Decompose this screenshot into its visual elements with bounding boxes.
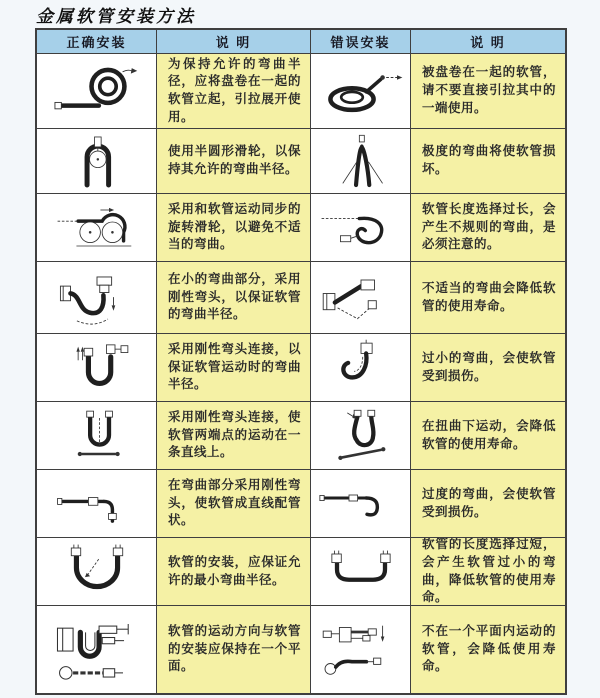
- table-row: [37, 537, 565, 605]
- hose-over-semicircular-pulley-icon: [45, 132, 149, 190]
- description-text: 在扭曲下运动，会降低软管的使用寿命。: [422, 418, 556, 451]
- wrong-description-cell: [410, 469, 565, 537]
- description-text: 采用刚性弯头连接，以保证软管运动时的弯曲半径。: [168, 341, 301, 392]
- table-row: [37, 193, 565, 261]
- description-text: 过度的弯曲，会使软管受到损伤。: [422, 486, 556, 519]
- wrong-description-cell: [410, 605, 565, 693]
- u-hose-rigid-elbow-joints-icon: [45, 338, 149, 398]
- correct-illustration-cell: [37, 53, 156, 128]
- table-row: [37, 401, 565, 469]
- correct-description-cell: [156, 469, 310, 537]
- straight-piping-rigid-elbow-icon: [45, 474, 149, 534]
- description-text: 极度的弯曲将使软管损坏。: [422, 144, 556, 176]
- table-row: [37, 469, 565, 537]
- correct-illustration-cell: [37, 605, 156, 693]
- wrong-description-cell: [410, 537, 565, 605]
- description-text: 不适当的弯曲会降低软管的使用寿命。: [422, 280, 556, 313]
- correct-illustration-cell: [37, 537, 156, 605]
- table-row: [37, 128, 565, 193]
- wrong-description-cell: [410, 333, 565, 401]
- description-text: 为保持允许的弯曲半径，应将盘卷在一起的软管立起，引拉展开使用。: [168, 56, 301, 124]
- synchronized-rotating-pulleys-icon: [45, 198, 149, 258]
- correct-illustration-cell: [37, 128, 156, 193]
- wrong-description-cell: [410, 261, 565, 333]
- wrong-illustration-cell: [310, 333, 410, 401]
- sharply-folded-hose-icon: [316, 132, 406, 190]
- standing-coil-hose-icon: [45, 59, 149, 123]
- table-row: [37, 333, 565, 401]
- table-header-row: [37, 30, 565, 53]
- description-text: 过小的弯曲，会使软管受到损伤。: [422, 350, 556, 383]
- wrong-illustration-cell: [310, 193, 410, 261]
- overbent-pipe-end-icon: [316, 474, 406, 534]
- header-description-right: 说 明: [410, 30, 565, 53]
- wide-u-minimum-bend-radius-icon: [45, 542, 149, 602]
- too-small-bend-hook-icon: [316, 338, 406, 398]
- correct-description-cell: [156, 605, 310, 693]
- correct-description-cell: [156, 53, 310, 128]
- header-correct-installation: 正确安装: [37, 30, 156, 53]
- twisted-u-hose-icon: [316, 406, 406, 466]
- description-text: 采用刚性弯头连接，使软管两端点的运动在一条直线上。: [168, 409, 301, 460]
- wrong-description-cell: [410, 53, 565, 128]
- wrong-illustration-cell: [310, 128, 410, 193]
- wrong-description-cell: [410, 401, 565, 469]
- table-row: [37, 53, 565, 128]
- description-text: 软管的运动方向与软管的安装应保持在一个平面。: [168, 623, 301, 674]
- wrong-illustration-cell: [310, 605, 410, 693]
- correct-illustration-cell: [37, 469, 156, 537]
- wrong-illustration-cell: [310, 469, 410, 537]
- flat-coil-hose-pulled-icon: [316, 59, 406, 123]
- correct-illustration-cell: [37, 333, 156, 401]
- correct-description-cell: [156, 537, 310, 605]
- header-description-left: 说 明: [156, 30, 310, 53]
- same-plane-hose-routing-icon: [45, 611, 149, 689]
- out-of-plane-hose-routing-icon: [316, 611, 406, 689]
- irregular-loop-hose-icon: [316, 198, 406, 258]
- description-text: 采用和软管运动同步的旋转滑轮，以避免不适当的弯曲。: [168, 201, 301, 252]
- wrong-illustration-cell: [310, 261, 410, 333]
- correct-illustration-cell: [37, 193, 156, 261]
- wrong-illustration-cell: [310, 537, 410, 605]
- description-text: 在小的弯曲部分，采用刚性弯头，以保证软管的弯曲半径。: [168, 271, 301, 322]
- correct-description-cell: [156, 333, 310, 401]
- table-row: [37, 605, 565, 693]
- header-wrong-installation: 错误安装: [310, 30, 410, 53]
- correct-description-cell: [156, 401, 310, 469]
- rigid-elbow-small-bend-icon: [45, 266, 149, 330]
- wrong-description-cell: [410, 193, 565, 261]
- correct-description-cell: [156, 193, 310, 261]
- installation-table: [35, 28, 567, 695]
- correct-description-cell: [156, 261, 310, 333]
- correct-illustration-cell: [37, 261, 156, 333]
- description-text: 软管的长度选择过短，会产生软管过小的弯曲，降低软管的使用寿命。: [422, 537, 556, 605]
- description-text: 在弯曲部分采用刚性弯头，使软管成直线配管状。: [168, 477, 301, 528]
- description-text: 软管的安装，应保证允许的最小弯曲半径。: [168, 554, 301, 587]
- correct-illustration-cell: [37, 401, 156, 469]
- description-text: 软管长度选择过长，会产生不规则的弯曲，是必须注意的。: [422, 201, 556, 252]
- correct-description-cell: [156, 128, 310, 193]
- u-hose-aligned-end-motion-icon: [45, 406, 149, 466]
- description-text: 不在一个平面内运动的软管，会降低使用寿命。: [422, 623, 556, 674]
- page-title: 金属软管安装方法: [36, 7, 196, 27]
- kinked-connector-hose-icon: [316, 266, 406, 330]
- short-flat-u-hose-icon: [316, 542, 406, 602]
- wrong-illustration-cell: [310, 401, 410, 469]
- wrong-illustration-cell: [310, 53, 410, 128]
- wrong-description-cell: [410, 128, 565, 193]
- table-row: [37, 261, 565, 333]
- description-text: 被盘卷在一起的软管，请不要直接引拉其中的一端使用。: [422, 65, 556, 115]
- description-text: 使用半圆形滑轮，以保持其允许的弯曲半径。: [168, 144, 301, 176]
